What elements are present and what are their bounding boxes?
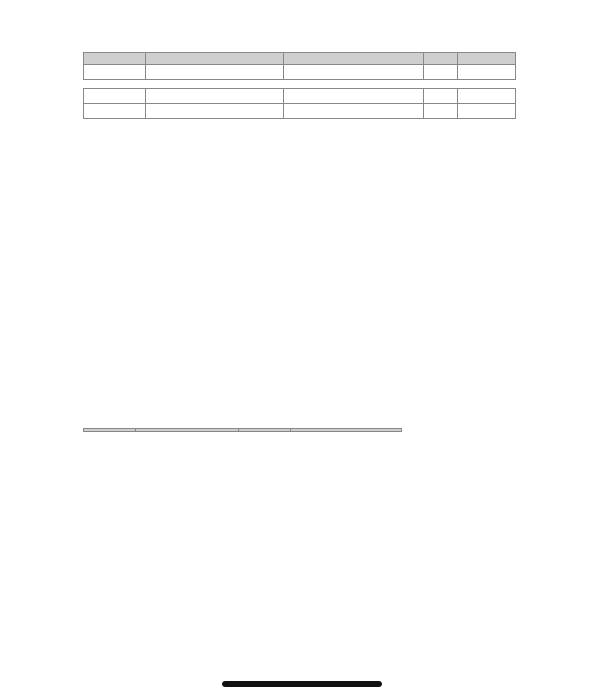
header-dest <box>458 53 516 65</box>
ellipsis-row <box>84 104 516 119</box>
table49-header-row <box>84 429 402 432</box>
header-microoperation <box>291 429 402 432</box>
header-microoperation <box>136 429 239 432</box>
figure-header-row <box>84 53 516 65</box>
ellipsis-row <box>84 89 516 104</box>
header-microop2 <box>284 53 424 65</box>
header-microop-code <box>239 429 291 432</box>
header-microop-code <box>84 429 136 432</box>
microprogram-figure-table <box>83 52 516 119</box>
header-jump <box>424 53 458 65</box>
header-microop1 <box>146 53 284 65</box>
home-indicator[interactable] <box>222 681 382 687</box>
gap-row <box>84 80 516 89</box>
microoperation-codes-table <box>83 428 402 432</box>
header-address <box>84 53 146 65</box>
ellipsis-row <box>84 65 516 80</box>
